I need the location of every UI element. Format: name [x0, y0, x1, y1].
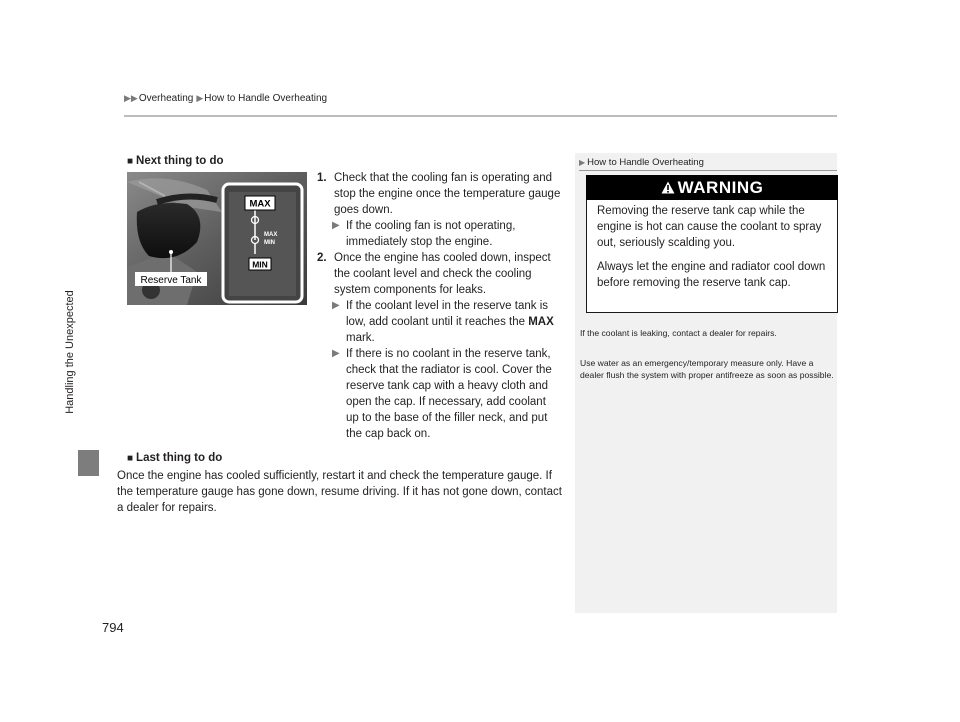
arrow-icon: ▶ [332, 220, 340, 231]
step-2-sub-2 [332, 346, 560, 442]
step-1-text: Check that the cooling fan is operating and stop the engine once the temperature gauge goes down. [334, 172, 561, 216]
sidebar-heading-arrow-icon: ▶ [579, 158, 586, 167]
step-1-sub-1 [332, 218, 560, 250]
warning-paragraph-2: Always let the engine and radiator cool down before removing the reserve tank cap. [597, 261, 826, 289]
breadcrumb-item-how-to-handle[interactable]: How to Handle Overheating [204, 93, 328, 104]
step-2-sub-1 [332, 298, 560, 346]
step-2-text: Once the engine has cooled down, inspect the coolant level and check the cooling system components for leaks. [334, 252, 551, 296]
sidebar-rule [579, 170, 837, 171]
breadcrumb [124, 93, 330, 104]
step-1 [317, 170, 562, 218]
last-thing-text: Once the engine has cooled sufficiently, restart it and check the temperature gauge. If the temperature gauge has gone down, resume driving. If it has not gone down, contact a dealer for repairs. [117, 470, 562, 514]
min-callout-label: MIN [252, 259, 268, 270]
sidebar-note-2: Use water as an emergency/temporary measure only. Have a dealer flush the system with proper antifreeze as soon as possible. [580, 358, 834, 380]
step-2 [317, 250, 562, 298]
step-2-sub-2-text: If there is no coolant in the reserve tank, check that the radiator is cool. Cover the reserve tank cap with a heavy cloth and open the cap. If necessary, add coolant up to the base of the filler neck, and put the cap back on. [346, 348, 552, 440]
tank-max-mark: MAX [264, 232, 278, 238]
warning-title [586, 175, 838, 200]
max-callout-label: MAX [249, 198, 271, 210]
warning-paragraph-1: Removing the reserve tank cap while the engine is hot can cause the coolant to spray out, seriously scalding you. [597, 205, 822, 249]
engine-bay-illustration [127, 172, 307, 305]
arrow-icon: ▶ [332, 348, 340, 359]
reserve-tank-label: Reserve Tank [140, 275, 202, 286]
breadcrumb-arrow-icon: ▶ [196, 93, 204, 103]
warning-triangle-icon [661, 181, 675, 194]
breadcrumb-arrow-icon: ▶▶ [124, 93, 138, 103]
step-2-sub-1-text [332, 298, 560, 346]
header-rule [124, 115, 837, 117]
step-1-sub-1-text: If the cooling fan is not operating, immediately stop the engine. [346, 220, 516, 248]
bullet-square-icon: ■ [127, 453, 134, 464]
chapter-side-label [60, 252, 80, 452]
arrow-icon: ▶ [332, 300, 340, 311]
step-2-sub-1-text-a: If the coolant level in the reserve tank is low, add coolant until it reaches the [346, 300, 548, 328]
tank-min-mark: MIN [264, 240, 275, 246]
page-number: 794 [102, 620, 124, 635]
breadcrumb-item-overheating[interactable]: Overheating [138, 93, 194, 104]
step-1-number: 1. [317, 172, 327, 184]
next-thing-heading-text: Next thing to do [136, 155, 224, 167]
step-2-number: 2. [317, 252, 327, 264]
warning-title-text: WARNING [677, 177, 764, 197]
last-thing-heading [127, 452, 222, 464]
last-thing-heading-text: Last thing to do [136, 452, 223, 464]
chapter-label-text: Handling the Unexpected [64, 290, 76, 414]
reserve-tank-figure [127, 172, 307, 305]
sidebar-heading-text[interactable]: How to Handle Overheating [587, 157, 704, 168]
next-thing-heading [127, 155, 224, 167]
step-2-sub-1-text-c: mark. [346, 332, 375, 344]
sidebar-heading [579, 157, 704, 168]
chapter-tab[interactable] [78, 450, 99, 476]
max-mark-text: MAX [528, 316, 554, 328]
bullet-square-icon: ■ [127, 156, 134, 167]
sidebar-note-1: If the coolant is leaking, contact a dealer for repairs. [580, 328, 777, 338]
